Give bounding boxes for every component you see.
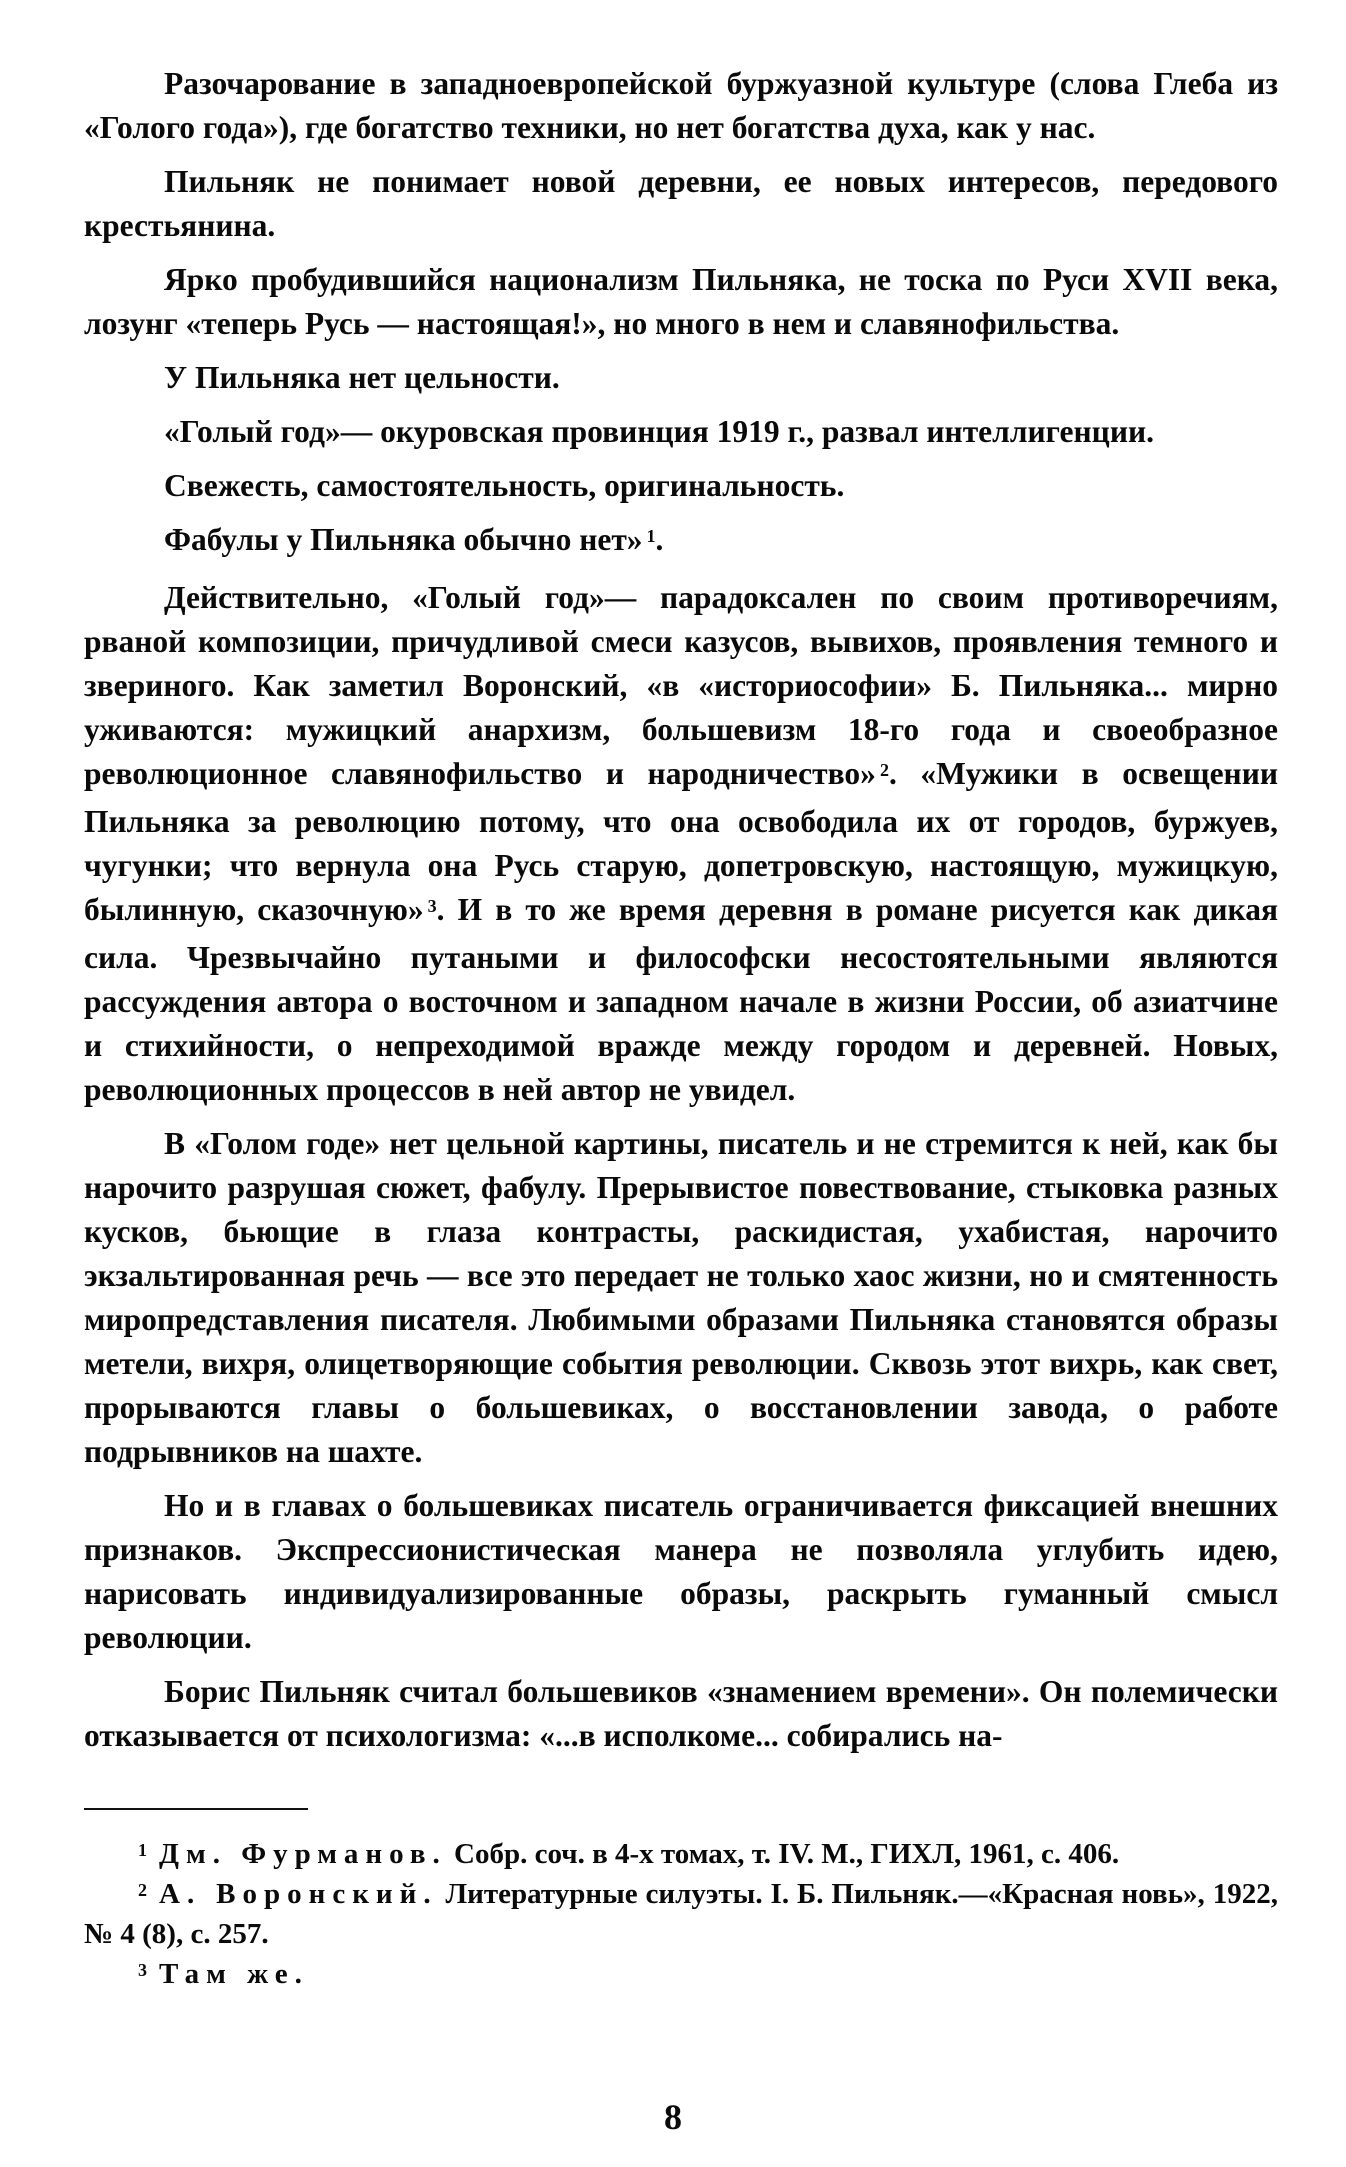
paragraph: Борис Пильняк считал большевиков «знамением времени». Он полемически отказывается от психологизма: «...в исполкоме... собирались на- [84, 1674, 1278, 1753]
footnote-ref: 3 [427, 896, 437, 916]
footnote-author: А. Воронский. [159, 1878, 438, 1910]
body-text [84, 62, 1278, 1768]
paragraph-text: Фабулы у Пильняка обычно нет» [164, 522, 643, 557]
paragraph-text: Действительно, «Голый год»— парадоксален по своим противоречиям, рваной композиции, причудливой смеси казусов, вывихов, проявления темного и звериного. Как заметил Воронский, «в «историософии» Б. Пильняка... мирно уживаются: мужицкий анархизм, большевизм 18-го года и своеобразное революционное славянофильство и народничество» [84, 580, 1278, 791]
paragraph: Но и в главах о большевиках писатель ограничивается фиксацией внешних признаков. Экспрессионистическая манера не позволяла углубить идею, нарисовать индивидуализированные образы, раскрыть гуманный смысл революции. [84, 1488, 1278, 1655]
page-number: 8 [664, 2097, 682, 2137]
paragraph [84, 576, 1278, 1112]
paragraph-text: . «Мужики в освещении Пильняка за революцию потому, что она освободила их от городов, буржуев, чугунки; что вернула она Русь старую, допетровскую, настоящую, мужицкую, былинную, сказочную» [84, 756, 1278, 927]
paragraph: У Пильняка нет цельности. [164, 360, 560, 395]
footnote-text: Литературные силуэты. I. Б. Пильняк.—«Красная новь», 1922, № 4 (8), с. 257. [84, 1878, 1278, 1950]
footnotes [84, 1808, 1278, 1994]
paragraph: Ярко пробудившийся национализм Пильняка, не тоска по Руси XVII века, лозунг «теперь Русь — настоящая!», но много в нем и славянофильства. [84, 262, 1278, 341]
paragraph: Разочарование в западноевропейской буржуазной культуре (слова Глеба из «Голого года»), где богатство техники, но нет богатства духа, как у нас. [84, 66, 1278, 145]
footnote-number: 2 [138, 1880, 147, 1900]
paragraph-text: . И в то же время деревня в романе рисуется как дикая сила. Чрезвычайно путаными и философски несостоятельными являются рассуждения автора о восточном и западном начале в жизни России, об азиатчине и стихийности, о непреходимой вражде между городом и деревней. Новых, революционных процессов в ней автор не увидел. [84, 892, 1278, 1107]
paragraph [84, 518, 1278, 566]
footnote [84, 1834, 1278, 1874]
footnote-ref: 2 [879, 760, 889, 780]
footnote-author: Дм. Фурманов. [159, 1838, 447, 1870]
footnote-text: Собр. соч. в 4-х томах, т. IV. М., ГИХЛ, 1961, с. 406. [446, 1838, 1120, 1870]
footnote [84, 1954, 1278, 1994]
paragraph: Свежесть, самостоятельность, оригинальность. [164, 468, 845, 503]
paragraph: В «Голом годе» нет цельной картины, писатель и не стремится к ней, как бы нарочито разрушая сюжет, фабулу. Прерывистое повествование, стыковка разных кусков, бьющие в глаза контрасты, раскидистая, ухабистая, нарочито экзальтированная речь — все это передает не только хаос жизни, но и смятенность миропредставления писателя. Любимыми образами Пильняка становятся образы метели, вихря, олицетворяющие события революции. Сквозь этот вихрь, как свет, прорываются главы о большевиках, о восстановлении завода, о работе подрывников на шахте. [84, 1126, 1278, 1469]
footnote-author: Там же. [159, 1958, 309, 1990]
paragraph: Пильняк не понимает новой деревни, ее новых интересов, передового крестьянина. [84, 164, 1278, 243]
paragraph-text: . [655, 522, 664, 557]
paragraph: «Голый год»— окуровская провинция 1919 г., развал интеллигенции. [164, 414, 1154, 449]
footnote-number: 1 [138, 1840, 147, 1860]
footnote-number: 3 [138, 1960, 147, 1980]
footnote [84, 1874, 1278, 1954]
footnote-rule [84, 1808, 308, 1810]
footnote-ref: 1 [646, 526, 656, 546]
